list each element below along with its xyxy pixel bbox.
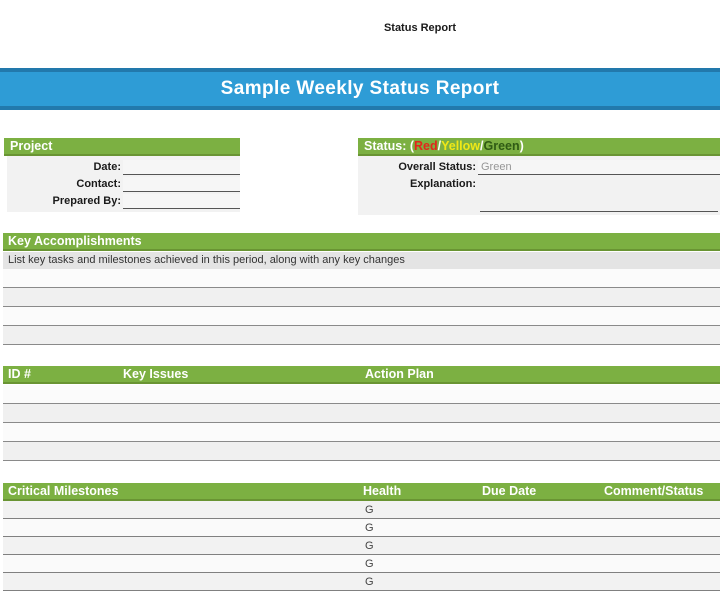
blank-row[interactable] bbox=[3, 269, 720, 288]
milestones-col-due-date: Due Date bbox=[482, 484, 537, 498]
report-banner-title: Sample Weekly Status Report bbox=[220, 78, 500, 99]
blank-row[interactable] bbox=[3, 288, 720, 307]
contact-field[interactable] bbox=[123, 177, 240, 192]
key-accomplishments-rows bbox=[3, 269, 720, 345]
health-cell[interactable]: G bbox=[365, 504, 374, 516]
explanation-label: Explanation: bbox=[409, 178, 476, 190]
blank-row[interactable] bbox=[3, 326, 720, 345]
health-cell[interactable]: G bbox=[365, 576, 374, 588]
date-field[interactable] bbox=[123, 160, 240, 175]
report-banner bbox=[0, 68, 720, 110]
blank-row[interactable] bbox=[3, 442, 720, 461]
issues-col-key-issues: Key Issues bbox=[123, 367, 189, 381]
blank-row[interactable] bbox=[3, 423, 720, 442]
status-header-suffix: ) bbox=[519, 139, 524, 153]
blank-row[interactable] bbox=[3, 385, 720, 404]
blank-row[interactable] bbox=[3, 307, 720, 326]
key-accomplishments-header bbox=[3, 233, 720, 251]
milestone-row[interactable] bbox=[3, 519, 720, 537]
milestone-row[interactable] bbox=[3, 555, 720, 573]
overall-status-row bbox=[358, 158, 720, 175]
blank-row[interactable] bbox=[3, 404, 720, 423]
milestone-row[interactable] bbox=[3, 573, 720, 591]
status-section-header bbox=[358, 138, 720, 156]
milestones-col-health: Health bbox=[363, 484, 402, 498]
overall-status-value[interactable]: Green bbox=[478, 160, 720, 175]
date-label: Date: bbox=[93, 161, 121, 173]
milestones-col-comment-status: Comment/Status bbox=[604, 484, 704, 498]
status-option-yellow: Yellow bbox=[441, 139, 481, 153]
project-contact-row bbox=[7, 175, 240, 192]
explanation-row bbox=[358, 175, 720, 192]
status-panel bbox=[358, 156, 720, 215]
overall-status-label: Overall Status: bbox=[398, 161, 476, 173]
issues-col-action-plan: Action Plan bbox=[365, 367, 434, 381]
milestones-col-title: Critical Milestones bbox=[8, 484, 119, 498]
status-header-slash1: / bbox=[437, 139, 442, 153]
milestones-section-header bbox=[3, 483, 720, 501]
status-header-prefix: Status: ( bbox=[364, 139, 414, 153]
milestone-row[interactable] bbox=[3, 501, 720, 519]
project-panel bbox=[7, 156, 240, 212]
project-header-label: Project bbox=[10, 139, 53, 153]
project-section-header bbox=[4, 138, 240, 156]
prepared-by-field[interactable] bbox=[123, 194, 240, 209]
issues-col-id: ID # bbox=[8, 367, 31, 381]
health-cell[interactable]: G bbox=[365, 540, 374, 552]
page-title: Status Report bbox=[383, 22, 457, 34]
explanation-field[interactable] bbox=[480, 194, 718, 212]
status-option-green: Green bbox=[483, 139, 520, 153]
contact-label: Contact: bbox=[76, 178, 121, 190]
project-date-row bbox=[7, 158, 240, 175]
milestone-row[interactable] bbox=[3, 537, 720, 555]
milestones-rows bbox=[3, 501, 720, 591]
issues-section-header bbox=[3, 366, 720, 384]
key-accomplishments-label: Key Accomplishments bbox=[8, 234, 142, 248]
status-option-red: Red bbox=[414, 139, 438, 153]
key-accomplishments-description: List key tasks and milestones achieved in this period, along with any key changes bbox=[3, 252, 720, 269]
health-cell[interactable]: G bbox=[365, 558, 374, 570]
prepared-by-label: Prepared By: bbox=[52, 195, 121, 207]
project-prepared-by-row bbox=[7, 192, 240, 209]
status-header-slash2: / bbox=[480, 139, 484, 153]
issues-rows bbox=[3, 385, 720, 461]
health-cell[interactable]: G bbox=[365, 522, 374, 534]
